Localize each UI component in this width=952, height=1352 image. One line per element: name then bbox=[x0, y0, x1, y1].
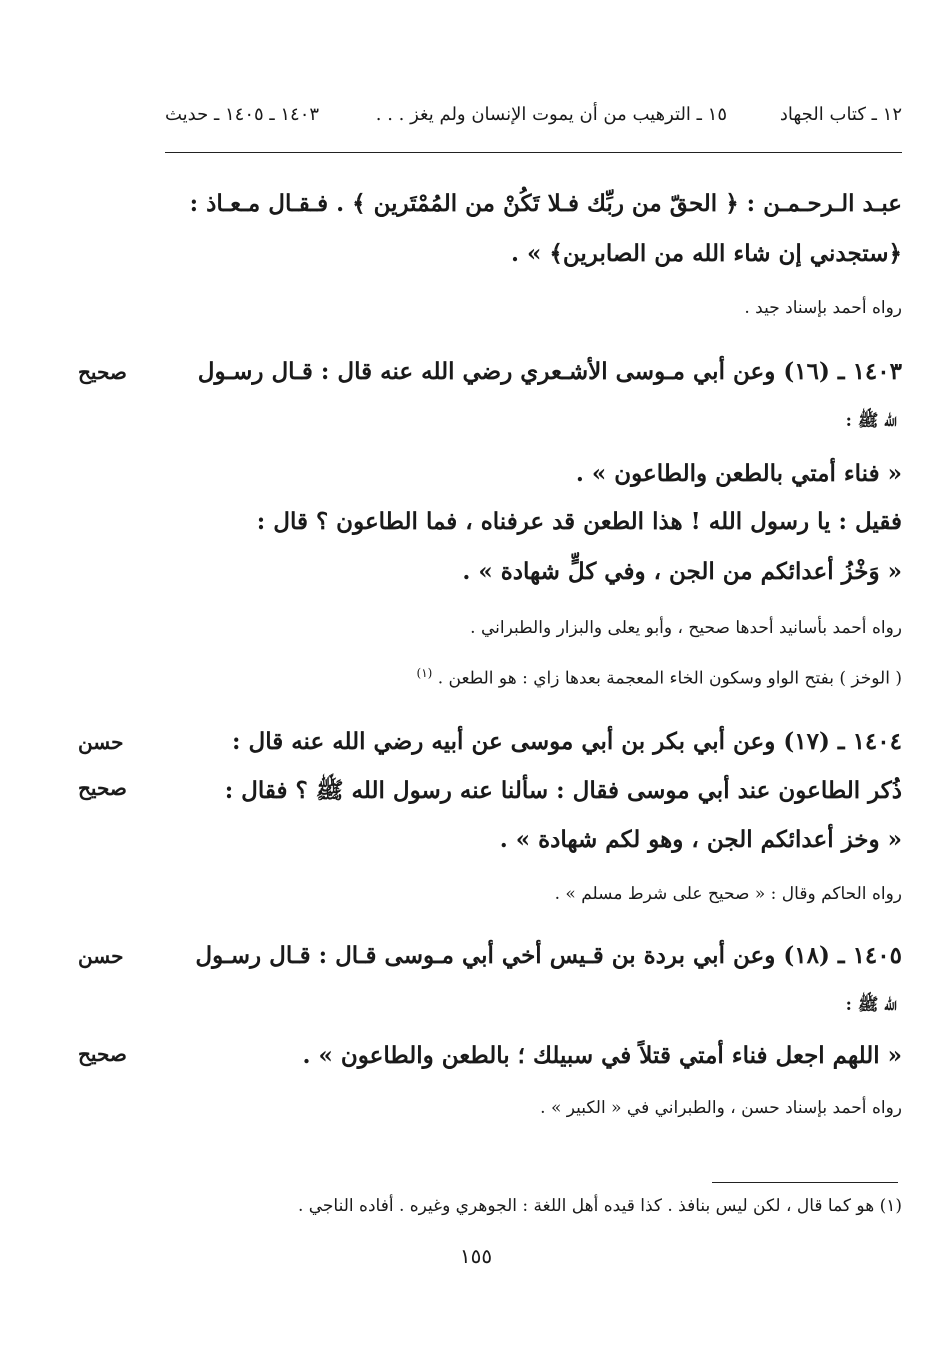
footnote-divider bbox=[712, 1182, 898, 1183]
grade-1405-b: صحيح bbox=[78, 1042, 127, 1066]
header-book-title: ١٢ ـ كتاب الجهاد bbox=[779, 104, 902, 125]
hadith-1404-line-1: ١٤٠٤ ـ (١٧) وعن أبي بكر بن أبي موسى عن أبيه رضي الله عنه قال : bbox=[231, 728, 902, 755]
gloss-text: ( الوخز ) بفتح الواو وسكون الخاء المعجمة بعدها زاي : هو الطعن . bbox=[437, 668, 902, 689]
narration-note-1: رواه أحمد بإسناد جيد . bbox=[744, 298, 902, 318]
hadith-1404-line-3: « وخز أعدائكم الجن ، وهو لكم شهادة » . bbox=[499, 826, 902, 853]
running-header bbox=[165, 104, 902, 134]
grade-1404-b: صحيح bbox=[78, 776, 127, 800]
hadith-1403-line-5: « وَخْزُ أعدائكم من الجن ، وفي كلٍّ شهادة » . bbox=[462, 558, 902, 585]
footnote-1: (١) هو كما قال ، لكن ليس بنافذ . كذا قيده أهل اللغة : الجوهري وغيره . أفاده الناجي . bbox=[297, 1196, 902, 1216]
hadith-1403-line-1: ١٤٠٣ ـ (١٦) وعن أبي مـوسى الأشـعري رضي الله عنه قال : قـال رسـول bbox=[197, 358, 902, 385]
hadith-1403-line-3: « فناء أمتي بالطعن والطاعون » . bbox=[575, 460, 902, 487]
header-chapter-title: ١٥ ـ الترهيب من أن يموت الإنسان ولم يغز . . . bbox=[375, 104, 727, 125]
page-number: ١٥٥ bbox=[459, 1244, 493, 1268]
narration-note-3: رواه الحاكم وقال : « صحيح على شرط مسلم » . bbox=[554, 884, 902, 904]
gloss-note bbox=[417, 666, 903, 689]
narration-note-4: رواه أحمد بإسناد حسن ، والطبراني في « الكبير » . bbox=[540, 1098, 902, 1118]
continuation-line-1: عبـد الـرحـمـن : ﴿ الحقّ من ربِّك فـلا تَكُنْ من المُمْتَرين ﴾ . فـقـال مـعـاذ : bbox=[189, 190, 902, 217]
hadith-1405-line-3: « اللهم اجعل فناء أمتي قتلاً في سبيلك ؛ بالطعن والطاعون » . bbox=[302, 1042, 902, 1069]
narration-note-2: رواه أحمد بأسانيد أحدها صحيح ، وأبو يعلى والبزار والطبراني . bbox=[470, 618, 902, 638]
continuation-line-2: ﴿ستجدني إن شاء الله من الصابرين﴾ » . bbox=[511, 240, 902, 267]
grade-1405-a: حسن bbox=[78, 944, 124, 968]
hadith-1405-line-2: الله ﷺ : bbox=[845, 995, 897, 1015]
grade-1404-a: حسن bbox=[78, 730, 124, 754]
hadith-1403-line-2: الله ﷺ : bbox=[845, 411, 897, 431]
header-divider bbox=[165, 152, 902, 153]
hadith-1405-line-1: ١٤٠٥ ـ (١٨) وعن أبي بردة بن قـيس أخي أبي مـوسى قـال : قـال رسـول bbox=[195, 942, 902, 969]
header-hadith-range: ١٤٠٣ ـ ١٤٠٥ ـ حديث bbox=[165, 104, 320, 125]
hadith-1403-line-4: فقيل : يا رسول الله ! هذا الطعن قد عرفناه ، فما الطاعون ؟ قال : bbox=[256, 508, 902, 535]
grade-1403: صحيح bbox=[78, 360, 127, 384]
footnote-ref: (١) bbox=[416, 666, 433, 680]
hadith-1404-line-2: ذُكر الطاعون عند أبي موسى فقال : سألنا عنه رسول الله ﷺ ؟ فقال : bbox=[224, 777, 902, 804]
